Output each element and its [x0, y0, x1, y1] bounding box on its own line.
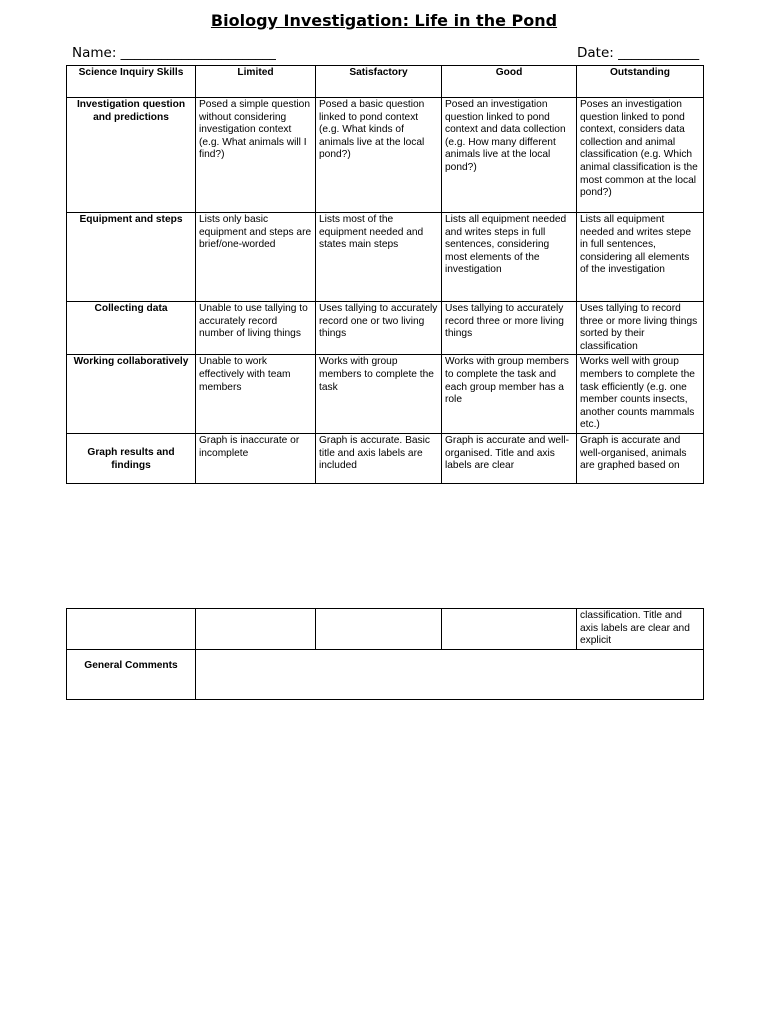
rubric-cell: Uses tallying to accurately record one or two living things [316, 302, 442, 355]
date-field[interactable]: Date: ____________ [577, 45, 700, 61]
skill-label: Graph results and findings [67, 433, 196, 483]
rubric-row-collaboration [67, 355, 704, 434]
rubric-cell: classification. Title and axis labels are clear and explicit [577, 609, 704, 650]
rubric-cell: Works well with group members to complete the task efficiently (e.g. one member counts insects, another counts mammals etc.) [577, 355, 704, 434]
rubric-header-row [67, 66, 704, 98]
rubric-cell: Posed an investigation question linked to pond context and data collection (e.g. How many different animals live at the local pond?) [442, 98, 577, 213]
general-comments-row [67, 649, 704, 699]
header-limited: Limited [196, 66, 316, 98]
header-outstanding: Outstanding [577, 66, 704, 98]
rubric-cell [67, 609, 196, 650]
rubric-cell: Graph is accurate. Basic title and axis labels are included [316, 433, 442, 483]
rubric-cell [442, 609, 577, 650]
rubric-cell: Lists only basic equipment and steps are brief/one-worded [196, 213, 316, 302]
header-satisfactory: Satisfactory [316, 66, 442, 98]
rubric-cell: Graph is inaccurate or incomplete [196, 433, 316, 483]
header-good: Good [442, 66, 577, 98]
rubric-row-collecting [67, 302, 704, 355]
general-comments-field[interactable] [196, 649, 704, 699]
rubric-cell: Lists most of the equipment needed and states main steps [316, 213, 442, 302]
rubric-table [66, 65, 704, 484]
rubric-row-equipment [67, 213, 704, 302]
general-comments-label: General Comments [67, 649, 196, 699]
rubric-cell: Posed a basic question linked to pond context (e.g. What kinds of animals live at the local pond?) [316, 98, 442, 213]
rubric-cell: Posed a simple question without considering investigation context (e.g. What animals will I find?) [196, 98, 316, 213]
rubric-cell [196, 609, 316, 650]
rubric-cell: Works with group members to complete the task and each group member has a role [442, 355, 577, 434]
rubric-cell: Uses tallying to record three or more living things sorted by their classification [577, 302, 704, 355]
rubric-cell: Poses an investigation question linked to pond context, considers data collection and animal classification (e.g. Which animal classification is the most common at the local pond?) [577, 98, 704, 213]
skill-label: Working collaboratively [67, 355, 196, 434]
rubric-cell: Works with group members to complete the task [316, 355, 442, 434]
rubric-cell: Unable to work effectively with team members [196, 355, 316, 434]
rubric-cell: Lists all equipment needed and writes steps in full sentences, considering most elements of the investigation [442, 213, 577, 302]
rubric-cell: Uses tallying to accurately record three or more living things [442, 302, 577, 355]
document-title: Biology Investigation: Life in the Pond [210, 11, 558, 30]
rubric-cell: Lists all equipment needed and writes stepe in full sentences, considering all elements of the investigation [577, 213, 704, 302]
rubric-row-continued [67, 609, 704, 650]
rubric-row-graph [67, 433, 704, 483]
rubric-table-continued [66, 608, 704, 700]
rubric-cell: Graph is accurate and well-organised, animals are graphed based on [577, 433, 704, 483]
name-field[interactable]: Name: _______________________ [72, 45, 276, 61]
header-skill: Science Inquiry Skills [67, 66, 196, 98]
rubric-cell: Graph is accurate and well-organised. Title and axis labels are clear [442, 433, 577, 483]
skill-label: Investigation question and predictions [67, 98, 196, 213]
rubric-cell [316, 609, 442, 650]
skill-label: Collecting data [67, 302, 196, 355]
rubric-row-investigation [67, 98, 704, 213]
rubric-cell: Unable to use tallying to accurately record number of living things [196, 302, 316, 355]
skill-label: Equipment and steps [67, 213, 196, 302]
